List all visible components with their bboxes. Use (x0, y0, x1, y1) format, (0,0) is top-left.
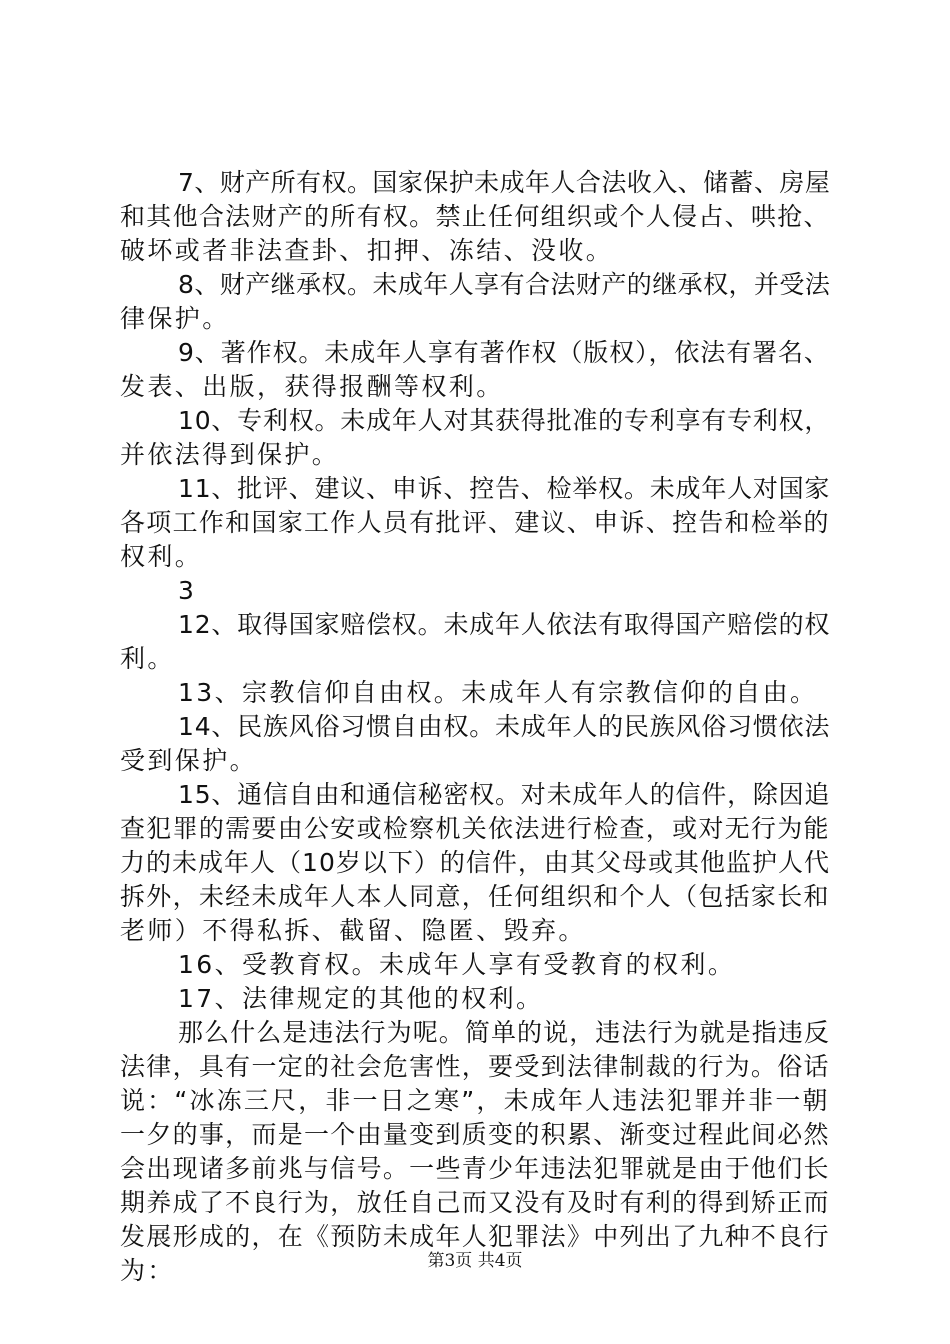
text-line: 3 (178, 576, 197, 605)
text-line: 受到保护。 (120, 746, 258, 775)
text-line: 15、通信自由和通信秘密权。对未成年人的信件，除因追 (178, 780, 831, 809)
text-line: 发表、出版，获得报酬等权利。 (120, 372, 504, 401)
text-line: 期养成了不良行为，放任自己而又没有及时有利的得到矫正而 (120, 1188, 830, 1217)
text-line: 说：“冰冻三尺，非一日之寒”，未成年人违法犯罪并非一朝 (120, 1086, 830, 1115)
text-line: 那么什么是违法行为呢。简单的说，违法行为就是指违反 (178, 1018, 831, 1047)
text-line: 破坏或者非法查卦、扣押、冻结、没收。 (120, 236, 614, 265)
text-line: 查犯罪的需要由公安或检察机关依法进行检查，或对无行为能 (120, 814, 830, 843)
text-line: 一夕的事，而是一个由量变到质变的积累、渐变过程此间必然 (120, 1120, 830, 1149)
text-line: 8、财产继承权。未成年人享有合法财产的继承权，并受法 (178, 270, 831, 299)
text-line: 9、著作权。未成年人享有著作权（版权），依法有署名、 (178, 338, 830, 367)
text-line: 为： (120, 1256, 175, 1285)
text-line: 并依法得到保护。 (120, 440, 340, 469)
text-line: 12、取得国家赔偿权。未成年人依法有取得国产赔偿的权 (178, 610, 831, 639)
text-line: 利。 (120, 644, 175, 673)
text-line: 发展形成的，在《预防未成年人犯罪法》中列出了九种不良行 (120, 1222, 830, 1251)
text-line: 会出现诸多前兆与信号。一些青少年违法犯罪就是由于他们长 (120, 1154, 830, 1183)
text-line: 13、宗教信仰自由权。未成年人有宗教信仰的自由。 (178, 678, 818, 707)
text-line: 老师）不得私拆、截留、隐匿、毁弃。 (120, 916, 586, 945)
page-footer: 第3页 共4页 (427, 1251, 523, 1271)
text-line: 10、专利权。未成年人对其获得批准的专利享有专利权， (178, 406, 831, 435)
text-line: 16、受教育权。未成年人享有受教育的权利。 (178, 950, 736, 979)
text-line: 拆外，未经未成年人本人同意，任何组织和个人（包括家长和 (120, 882, 830, 911)
text-line: 各项工作和国家工作人员有批评、建议、申诉、控告和检举的 (120, 508, 830, 537)
text-line: 11、批评、建议、申诉、控告、检举权。未成年人对国家 (178, 474, 831, 503)
text-line: 14、民族风俗习惯自由权。未成年人的民族风俗习惯依法 (178, 712, 831, 741)
text-line: 17、法律规定的其他的权利。 (178, 984, 544, 1013)
text-line: 权利。 (120, 542, 203, 571)
text-line: 和其他合法财产的所有权。禁止任何组织或个人侵占、哄抢、 (120, 202, 830, 231)
text-line: 法律，具有一定的社会危害性，要受到法律制裁的行为。俗话 (120, 1052, 830, 1081)
text-line: 律保护。 (120, 304, 230, 333)
text-line: 力的未成年人（10岁以下）的信件，由其父母或其他监护人代 (120, 848, 831, 877)
text-line: 7、财产所有权。国家保护未成年人合法收入、储蓄、房屋 (178, 168, 831, 197)
